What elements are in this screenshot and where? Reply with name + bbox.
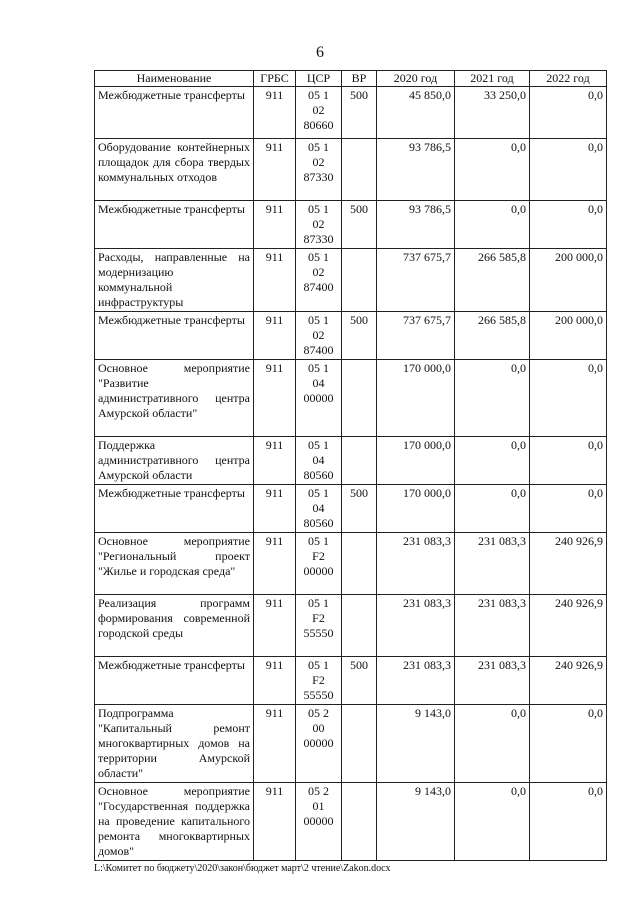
row-2020: 231 083,3 [377,657,455,705]
table-row [95,657,607,705]
row-2021: 231 083,3 [455,657,530,705]
csr-part: 80560 [303,468,334,482]
row-csr [296,437,342,485]
row-grbs: 911 [254,87,296,139]
row-grbs: 911 [254,533,296,595]
csr-part: F2 [312,673,325,687]
row-grbs: 911 [254,201,296,249]
row-vr [342,249,377,312]
csr-part: 05 1 [308,361,329,375]
row-2022: 0,0 [530,201,607,249]
row-vr [342,595,377,657]
csr-part: 87330 [303,232,334,246]
row-2020: 45 850,0 [377,87,455,139]
row-2022: 240 926,9 [530,533,607,595]
row-grbs: 911 [254,437,296,485]
row-2020: 170 000,0 [377,485,455,533]
row-2021: 0,0 [455,201,530,249]
row-name: Поддержка административного центра Амурской области [95,437,254,485]
csr-part: 80660 [303,118,334,132]
table-row [95,312,607,360]
table-row [95,87,607,139]
table-row [95,201,607,249]
row-2022: 0,0 [530,87,607,139]
table-row [95,360,607,437]
header-2020: 2020 год [377,71,455,87]
csr-part: 02 [312,155,325,169]
row-name: Оборудование контейнерных площадок для сбора твердых коммунальных отходов [95,139,254,201]
row-grbs: 911 [254,783,296,861]
table-row [95,485,607,533]
row-2020: 231 083,3 [377,533,455,595]
row-csr [296,87,342,139]
csr-part: 87400 [303,343,334,357]
row-csr [296,485,342,533]
footer-file-path: L:\Комитет по бюджету\2020\закон\бюджет март\2 чтение\Zakon.docx [94,863,391,874]
row-name: Основное мероприятие "Развитие административного центра Амурской области" [95,360,254,437]
row-2021: 0,0 [455,705,530,783]
csr-part: 05 2 [308,706,329,720]
csr-part: 04 [312,501,325,515]
row-grbs: 911 [254,360,296,437]
row-2020: 231 083,3 [377,595,455,657]
row-grbs: 911 [254,249,296,312]
table-row [95,139,607,201]
header-name: Наименование [95,71,254,87]
csr-part: 55550 [303,688,334,702]
csr-part: 05 1 [308,313,329,327]
row-2021: 266 585,8 [455,249,530,312]
row-2020: 9 143,0 [377,783,455,861]
csr-part: 04 [312,376,325,390]
csr-part: 55550 [303,626,334,640]
row-2022: 0,0 [530,705,607,783]
csr-part: F2 [312,611,325,625]
row-2021: 0,0 [455,783,530,861]
csr-part: 00000 [303,736,334,750]
row-name: Реализация программ формирования современной городской среды [95,595,254,657]
row-2021: 231 083,3 [455,595,530,657]
csr-part: 05 1 [308,438,329,452]
row-2022: 0,0 [530,783,607,861]
row-csr [296,249,342,312]
header-2022: 2022 год [530,71,607,87]
row-vr [342,139,377,201]
row-2021: 0,0 [455,360,530,437]
row-2022: 0,0 [530,360,607,437]
row-vr [342,437,377,485]
row-vr: 500 [342,201,377,249]
csr-part: 05 1 [308,486,329,500]
row-vr: 500 [342,485,377,533]
row-2020: 93 786,5 [377,201,455,249]
row-name: Межбюджетные трансферты [95,657,254,705]
csr-part: 00000 [303,814,334,828]
csr-part: 87400 [303,280,334,294]
row-vr [342,705,377,783]
row-2021: 33 250,0 [455,87,530,139]
csr-part: 80560 [303,516,334,530]
row-2022: 240 926,9 [530,657,607,705]
row-2021: 231 083,3 [455,533,530,595]
csr-part: 05 1 [308,202,329,216]
row-vr [342,533,377,595]
row-csr [296,533,342,595]
row-2022: 240 926,9 [530,595,607,657]
row-2022: 0,0 [530,437,607,485]
row-grbs: 911 [254,657,296,705]
row-grbs: 911 [254,485,296,533]
csr-part: 01 [312,799,325,813]
row-csr [296,705,342,783]
row-2021: 0,0 [455,139,530,201]
table-row [95,249,607,312]
csr-part: 05 1 [308,88,329,102]
row-2020: 737 675,7 [377,249,455,312]
row-2022: 200 000,0 [530,249,607,312]
table-header-row [95,71,607,87]
row-grbs: 911 [254,705,296,783]
csr-part: 00000 [303,391,334,405]
csr-part: 05 2 [308,784,329,798]
csr-part: 02 [312,103,325,117]
csr-part: 00 [312,721,325,735]
row-vr: 500 [342,312,377,360]
row-name: Межбюджетные трансферты [95,87,254,139]
row-2020: 9 143,0 [377,705,455,783]
header-grbs: ГРБС [254,71,296,87]
row-csr [296,595,342,657]
csr-part: F2 [312,549,325,563]
row-2022: 200 000,0 [530,312,607,360]
table-row [95,705,607,783]
csr-part: 02 [312,328,325,342]
row-vr [342,783,377,861]
row-csr [296,360,342,437]
page-number: 6 [316,44,324,61]
row-2021: 0,0 [455,485,530,533]
row-2020: 93 786,5 [377,139,455,201]
header-2021: 2021 год [455,71,530,87]
row-2020: 170 000,0 [377,360,455,437]
row-name: Подпрограмма "Капитальный ремонт многоквартирных домов на территории Амурской области" [95,705,254,783]
row-2021: 0,0 [455,437,530,485]
table-row [95,595,607,657]
row-vr: 500 [342,87,377,139]
row-name: Основное мероприятие "Государственная поддержка на проведение капитального ремонта многоквартирных домов" [95,783,254,861]
csr-part: 02 [312,217,325,231]
csr-part: 02 [312,265,325,279]
row-csr [296,312,342,360]
row-vr: 500 [342,657,377,705]
row-2022: 0,0 [530,485,607,533]
row-name: Межбюджетные трансферты [95,485,254,533]
csr-part: 00000 [303,564,334,578]
row-grbs: 911 [254,312,296,360]
csr-part: 05 1 [308,250,329,264]
csr-part: 05 1 [308,658,329,672]
row-name: Межбюджетные трансферты [95,312,254,360]
row-grbs: 911 [254,595,296,657]
row-name: Основное мероприятие "Региональный проект "Жилье и городская среда" [95,533,254,595]
csr-part: 05 1 [308,534,329,548]
row-vr [342,360,377,437]
row-grbs: 911 [254,139,296,201]
row-name: Расходы, направленные на модернизацию коммунальной инфраструктуры [95,249,254,312]
row-csr [296,139,342,201]
row-csr [296,201,342,249]
budget-table [94,70,607,861]
csr-part: 04 [312,453,325,467]
row-name: Межбюджетные трансферты [95,201,254,249]
row-2020: 737 675,7 [377,312,455,360]
csr-part: 87330 [303,170,334,184]
table-row [95,533,607,595]
csr-part: 05 1 [308,140,329,154]
csr-part: 05 1 [308,596,329,610]
header-vr: ВР [342,71,377,87]
table-row [95,437,607,485]
row-2020: 170 000,0 [377,437,455,485]
table-row [95,783,607,861]
row-csr [296,783,342,861]
row-csr [296,657,342,705]
header-csr: ЦСР [296,71,342,87]
row-2021: 266 585,8 [455,312,530,360]
row-2022: 0,0 [530,139,607,201]
